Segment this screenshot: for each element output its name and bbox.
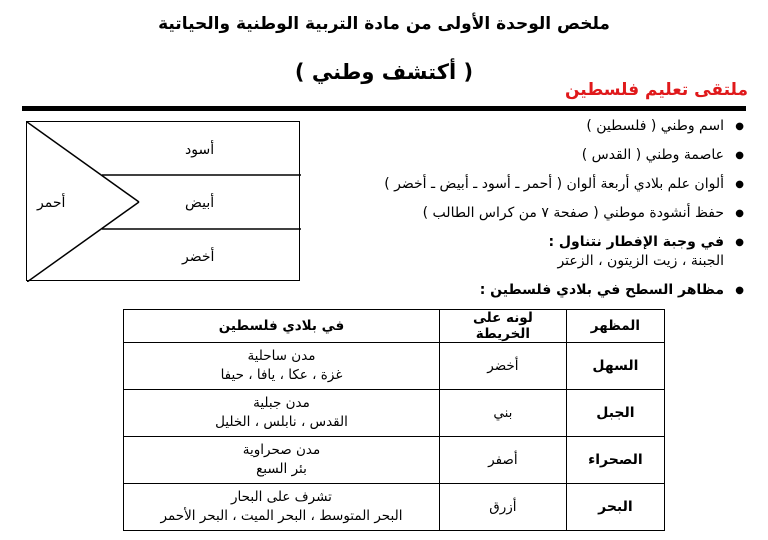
cell-line: غزة ، عكا ، يافا ، حيفا <box>220 367 343 383</box>
brand-label: ملتقى تعليم فلسطين <box>564 80 748 100</box>
list-item-country-name <box>286 117 746 146</box>
list-item-anthem <box>286 204 746 233</box>
table-row <box>124 437 665 484</box>
list-item-text: في وجبة الإفطار نتناول : <box>548 234 724 250</box>
header-in-palestine: في بلادي فلسطين <box>124 310 440 343</box>
cell-line: تشرف على البحار <box>231 489 332 505</box>
breakfast-detail: الجبنة ، زيت الزيتون ، الزعتر <box>557 253 724 269</box>
flag-white-stripe-label: أبيض <box>185 195 215 211</box>
cell-cities <box>124 390 440 437</box>
flag-triangle-bottom-edge <box>27 202 139 282</box>
list-item-capital <box>286 146 746 175</box>
cell-line: القدس ، نابلس ، الخليل <box>215 414 348 430</box>
table-row <box>124 343 665 390</box>
list-item-terrain <box>286 281 746 310</box>
cell-line: بئر السبع <box>256 461 307 477</box>
list-item-text: ألوان علم بلادي أربعة ألوان ( أحمر ـ أسود ـ أبيض ـ أخضر ) <box>384 176 724 192</box>
list-item-text: حفظ أنشودة موطني ( صفحة ٧ من كراس الطالب ) <box>422 205 724 221</box>
flag-black-stripe-label: أسود <box>185 142 215 158</box>
table-row <box>124 390 665 437</box>
cell-line: مدن ساحلية <box>247 348 316 364</box>
cell-color: أزرق <box>439 484 566 531</box>
cell-cities <box>124 484 440 531</box>
list-item-text: مظاهر السطح في بلادي فلسطين : <box>479 282 724 298</box>
list-item-text: اسم وطني ( فلسطين ) <box>586 118 724 134</box>
flag-diagram <box>26 121 300 281</box>
terrain-table <box>123 309 665 531</box>
flag-green-stripe-label: أخضر <box>182 249 215 265</box>
table-row <box>124 484 665 531</box>
cell-color: أصفر <box>439 437 566 484</box>
list-item-breakfast <box>286 233 746 252</box>
cell-feature: الصحراء <box>566 437 664 484</box>
header-feature: المظهر <box>566 310 664 343</box>
header-divider <box>22 106 746 111</box>
cell-feature: السهل <box>566 343 664 390</box>
cell-feature: الجبل <box>566 390 664 437</box>
cell-cities <box>124 343 440 390</box>
cell-line: مدن جبلية <box>253 395 310 411</box>
cell-feature: البحر <box>566 484 664 531</box>
cell-cities <box>124 437 440 484</box>
page-title: ملخص الوحدة الأولى من مادة التربية الوطنية والحياتية <box>158 14 610 34</box>
cell-color: أخضر <box>439 343 566 390</box>
cell-line: مدن صحراوية <box>242 442 321 458</box>
list-item-flag-colors <box>286 175 746 204</box>
table-header-row <box>124 310 665 343</box>
cell-color: بني <box>439 390 566 437</box>
list-item-text: عاصمة وطني ( القدس ) <box>581 147 724 163</box>
flag-red-triangle-label: أحمر <box>37 195 66 211</box>
facts-list <box>286 117 746 310</box>
page-subtitle: ( أكتشف وطني ) <box>294 60 474 84</box>
header-map-color: لونه على الخريطة <box>439 310 566 343</box>
flag-outline <box>27 122 301 282</box>
cell-line: البحر المتوسط ، البحر الميت ، البحر الأحمر <box>160 508 403 524</box>
flag-triangle-top-edge <box>27 122 139 202</box>
